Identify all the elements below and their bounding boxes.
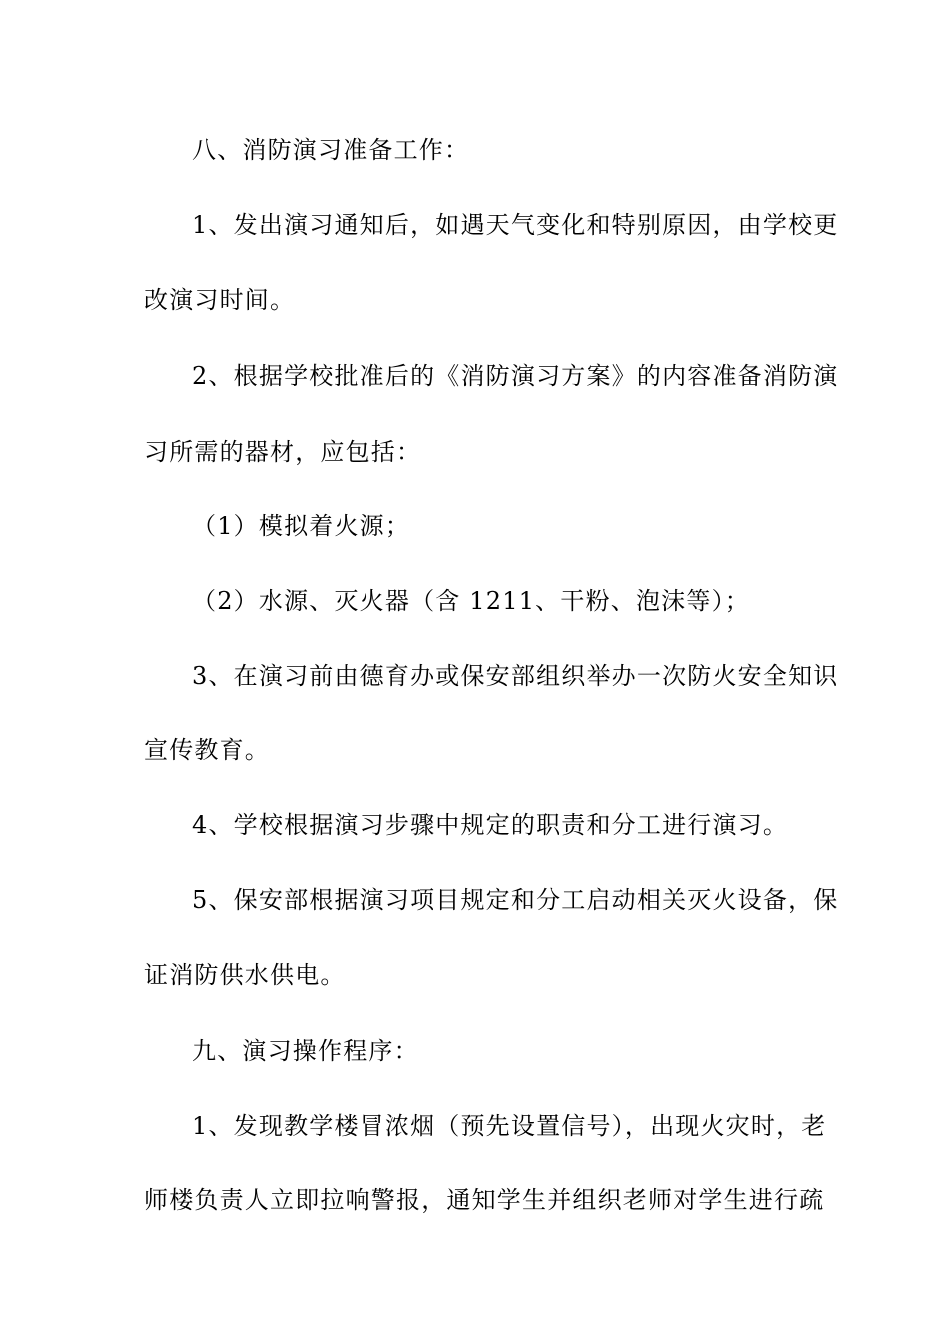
paragraph-line: 4、学校根据演习步骤中规定的职责和分工进行演习。 <box>192 811 789 839</box>
paragraph-line: 证消防供水供电。 <box>144 961 346 989</box>
paragraph-line: 1、发出演习通知后，如遇天气变化和特别原因，由学校更 <box>192 211 839 239</box>
paragraph-line: 宣传教育。 <box>144 736 270 764</box>
paragraph-line: 5、保安部根据演习项目规定和分工启动相关灭火设备，保 <box>192 886 839 914</box>
paragraph-line: 3、在演习前由德育办或保安部组织举办一次防火安全知识 <box>192 662 839 690</box>
list-item: （1）模拟着火源； <box>192 512 411 540</box>
paragraph-line: 改演习时间。 <box>144 286 296 314</box>
paragraph-line: 师楼负责人立即拉响警报，通知学生并组织老师对学生进行疏 <box>144 1186 825 1214</box>
list-item: （2）水源、灭火器（含 1211、干粉、泡沫等）； <box>192 587 750 615</box>
paragraph-line: 2、根据学校批准后的《消防演习方案》的内容准备消防演 <box>192 362 839 390</box>
section-heading-8: 八、消防演习准备工作： <box>192 136 470 164</box>
paragraph-line: 习所需的器材，应包括： <box>144 438 422 466</box>
paragraph-line: 1、发现教学楼冒浓烟（预先设置信号），出现火灾时，老 <box>192 1112 827 1140</box>
section-heading-9: 九、演习操作程序： <box>192 1037 419 1065</box>
